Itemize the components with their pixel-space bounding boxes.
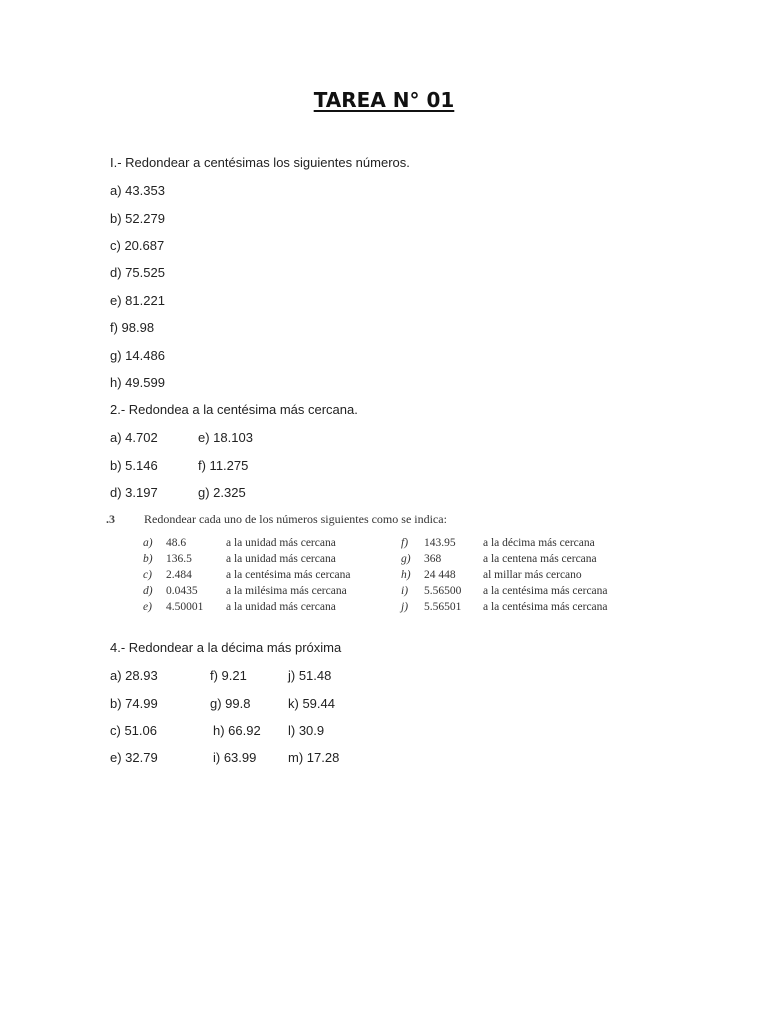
section4-item: i) 63.99 — [213, 750, 257, 765]
section4-item: k) 59.44 — [288, 696, 335, 711]
section3-heading: Redondear cada uno de los números siguientes como se indica: — [144, 512, 447, 526]
section3-label: a) — [143, 537, 153, 549]
section3-label: c) — [143, 569, 152, 581]
section1-item: f) 98.98 — [110, 320, 155, 335]
section3-label: f) — [401, 537, 409, 549]
section3-label: j) — [401, 601, 409, 613]
section2-item: e) 18.103 — [198, 430, 253, 445]
section1-item: e) 81.221 — [110, 293, 165, 308]
section3-instruction: a la centésima más cercana — [226, 569, 351, 581]
section1-item: a) 43.353 — [110, 183, 165, 198]
section3-label: b) — [143, 553, 153, 565]
section3-label: d) — [143, 585, 153, 597]
section2-item: b) 5.146 — [110, 458, 158, 473]
section3-instruction: a la centésima más cercana — [483, 601, 608, 613]
section3-label: h) — [401, 569, 411, 581]
section3-value: 24 448 — [424, 569, 456, 581]
section2-heading: 2.- Redondea a la centésima más cercana. — [110, 402, 358, 417]
section1-item: g) 14.486 — [110, 348, 165, 363]
section3-value: 0.0435 — [166, 585, 198, 597]
section3-value: 4.50001 — [166, 601, 204, 613]
section3-instruction: a la unidad más cercana — [226, 601, 336, 613]
section2-item: f) 11.275 — [198, 458, 249, 473]
section2-item: d) 3.197 — [110, 485, 158, 500]
section3-value: 368 — [424, 553, 442, 565]
section3-instruction: a la centena más cercana — [483, 553, 597, 565]
section1-item: c) 20.687 — [110, 238, 165, 253]
section4-item: f) 9.21 — [210, 668, 247, 683]
section4-item: l) 30.9 — [288, 723, 325, 738]
section3-value: 48.6 — [166, 537, 187, 549]
section3-instruction: a la unidad más cercana — [226, 553, 336, 565]
section3-value: 5.56501 — [424, 601, 462, 613]
section3-instruction: a la décima más cercana — [483, 537, 595, 549]
section3-value: 2.484 — [166, 569, 192, 581]
section4-heading: 4.- Redondear a la décima más próxima — [110, 640, 342, 655]
section1-item: h) 49.599 — [110, 375, 165, 390]
section3-label: e) — [143, 601, 152, 613]
section3-label: i) — [401, 585, 409, 597]
section4-item: a) 28.93 — [110, 668, 158, 683]
section4-item: c) 51.06 — [110, 723, 157, 738]
section2-item: g) 2.325 — [198, 485, 246, 500]
section1-item: d) 75.525 — [110, 265, 165, 280]
section3-scanned-exercise — [106, 508, 626, 622]
page-title: TAREA N° 01 — [313, 88, 455, 112]
section3-instruction: al millar más cercano — [483, 569, 582, 581]
section3-number: .3 — [106, 512, 115, 526]
section3-value: 5.56500 — [424, 585, 462, 597]
section4-item: m) 17.28 — [288, 750, 340, 765]
section3-instruction: a la unidad más cercana — [226, 537, 336, 549]
section4-item: h) 66.92 — [213, 723, 261, 738]
section4-item: g) 99.8 — [210, 696, 251, 711]
section4-item: b) 74.99 — [110, 696, 158, 711]
section3-label: g) — [401, 553, 411, 565]
section3-instruction: a la centésima más cercana — [483, 585, 608, 597]
section3-value: 143.95 — [424, 537, 456, 549]
section3-instruction: a la milésima más cercana — [226, 585, 347, 597]
section2-item: a) 4.702 — [110, 430, 158, 445]
section3-value: 136.5 — [166, 553, 192, 565]
section1-heading: I.- Redondear a centésimas los siguientes números. — [110, 155, 410, 170]
section4-item: e) 32.79 — [110, 750, 158, 765]
section4-item: j) 51.48 — [288, 668, 332, 683]
section1-item: b) 52.279 — [110, 211, 165, 226]
